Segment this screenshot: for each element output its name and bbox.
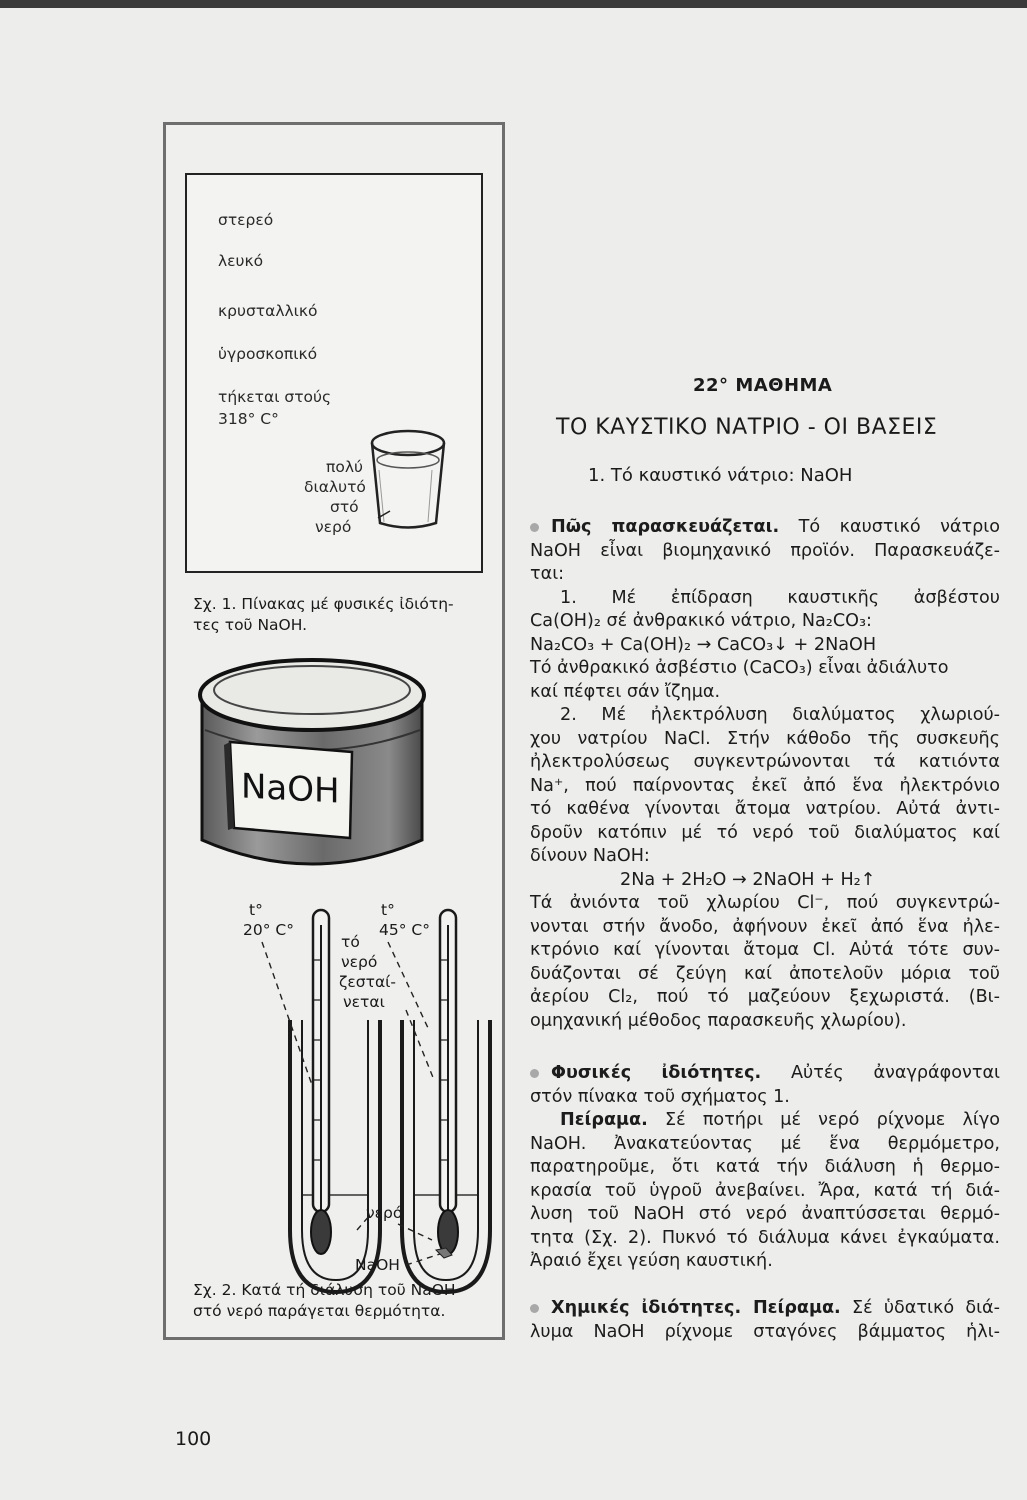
chemical-heading: Χημικές ἰδιότητες. Πείραμα.: [551, 1298, 841, 1318]
property-white: λευκό: [218, 252, 264, 270]
water-warms-2: νερό: [341, 953, 378, 971]
thermometer-left-t: t°: [249, 901, 263, 919]
text-line: κτρόνιο καί γίνονται ἄτομα Cl. Αὐτά τότε συν-: [530, 940, 1000, 960]
fig2-caption-line2: στό νερό παράγεται θερμότητα.: [193, 1302, 446, 1320]
text-line: δυάζονται σέ ζεύγη καί ἀποτελοῦν μόρια τοῦ: [530, 963, 1000, 984]
water-warms-1: τό: [341, 933, 360, 951]
fig1-caption-line2: τες τοῦ NaOH.: [193, 616, 308, 634]
text-line: τητα (Σχ. 2). Πυκνό τό διάλυμα κάνει ἐγκαύματα.: [530, 1227, 1000, 1248]
text-line: καί πέφτει σάν ἴζημα.: [530, 681, 721, 702]
property-solid: στερεό: [218, 211, 274, 229]
text-line: ται:: [530, 564, 565, 584]
preparation-heading: Πῶς παρασκευάζεται.: [551, 517, 780, 537]
text-line: λυση τοῦ NaOH στό νερό ἀναπτύσσεται θερμό-: [530, 1204, 1000, 1224]
physical-properties-section: [530, 1062, 1000, 1274]
bullet-icon: [530, 523, 539, 532]
lesson-title: ΤΟ ΚΑΥΣΤΙΚΟ ΝΑΤΡΙΟ - ΟΙ ΒΑΣΕΙΣ: [556, 415, 938, 440]
property-hygroscopic: ὑγροσκοπικό: [218, 345, 318, 363]
text-line: 2. Μέ ἠλεκτρόλυση διαλύματος χλωριού-: [560, 705, 1000, 725]
thermometer-right-t: t°: [381, 901, 395, 919]
text-line: ἠλεκτρολύσεως συγκεντρώνονται τά κατιόντα: [530, 752, 1000, 772]
jar-label-text: NaOH: [241, 766, 340, 812]
text-line: ομηχανική μέθοδος παρασκευῆς χλωρίου).: [530, 1010, 907, 1031]
thermometer-left-temp: 20° C°: [243, 921, 294, 939]
text-line: NaOH εἶναι βιομηχανικό προϊόν. Παρασκευάζε-: [530, 540, 1000, 561]
thermometer-right-temp: 45° C°: [379, 921, 430, 939]
text-line: κρασία τοῦ ὑγροῦ ἀνεβαίνει. Ἄρα, κατά τή διά-: [530, 1180, 1000, 1201]
property-melting-point: 318° C°: [218, 410, 279, 428]
text-line: τό καθένα γίνονται ἄτομα νατρίου. Αὐτά ἀντι-: [530, 799, 1000, 819]
physical-heading: Φυσικές ἰδιότητες.: [551, 1063, 762, 1083]
text-line: Αὐτές ἀναγράφονται: [761, 1063, 1000, 1083]
preparation-section: [530, 516, 1000, 1033]
text-line: Τό καυστικό νάτριο: [779, 517, 1000, 537]
water-warms-3: ζεσταί-: [339, 973, 397, 991]
text-line: Τό ἀνθρακικό ἀσβέστιο (CaCO₃) εἶναι ἀδιάλυτο: [530, 658, 949, 678]
text-line: νονται στήν ἄνοδο, ἀφήνουν ἐκεῖ ἀπό ἕνα ἠλε-: [530, 916, 1000, 937]
bullet-icon: [530, 1069, 539, 1078]
equation-2: 2Na + 2H₂O → 2NaOH + H₂↑: [620, 869, 876, 890]
text-line: χου νατρίου NaCl. Στήν κάθοδο τῆς συσκευῆς: [530, 728, 1000, 749]
text-line: 1. Μέ ἐπίδραση καυστικῆς ἀσβέστου: [560, 587, 1000, 608]
glass-label-3: στό: [330, 498, 359, 516]
glass-label-4: νερό: [315, 518, 352, 536]
text-line: ἀερίου Cl₂, πού τό μαζεύουν ξεχωριστά. (Βι-: [530, 987, 1000, 1007]
experiment-heading: Πείραμα.: [560, 1110, 648, 1130]
fig2-caption-line1: Σχ. 2. Κατά τή διάλυση τοῦ NaOH: [193, 1281, 456, 1299]
text-line: Ἀραιό ἔχει γεύση καυστική.: [530, 1251, 773, 1271]
section-heading: 1. Τό καυστικό νάτριο: NaOH: [588, 465, 853, 486]
glass-label-2: διαλυτό: [304, 478, 366, 496]
naoh-label: NaOH: [355, 1256, 400, 1274]
glass-label-1: πολύ: [326, 458, 363, 476]
text-line: Na⁺, πού παίρνοντας ἐκεῖ ἀπό ἕνα ἠλεκτρόνιο: [530, 775, 1000, 796]
text-line: δροῦν κατόπιν μέ τό νερό τοῦ διαλύματος καί: [530, 822, 1000, 843]
page-number: 100: [175, 1428, 212, 1450]
text-line: παρατηροῦμε, ὅτι κατά τήν διάλυση ἡ θερμο-: [530, 1157, 1000, 1177]
text-line: Σέ ὑδατικό διά-: [840, 1298, 1000, 1318]
text-line: δίνουν NaOH:: [530, 846, 650, 866]
text-line: Ca(OH)₂ σέ ἀνθρακικό νάτριο, Na₂CO₃:: [530, 611, 872, 631]
text-line: Σέ ποτήρι μέ νερό ρίχνομε λίγο: [647, 1110, 1000, 1130]
fig1-caption-line1: Σχ. 1. Πίνακας μέ φυσικές ἰδιότη-: [193, 595, 454, 613]
water-warms-4: νεται: [343, 993, 385, 1011]
text-line: στόν πίνακα τοῦ σχήματος 1.: [530, 1086, 790, 1107]
water-label: νερό: [366, 1204, 403, 1222]
property-melts-at: τήκεται στούς: [218, 388, 332, 406]
text-line: λυμα NaOH ρίχνομε σταγόνες βάμματος ἡλι-: [530, 1321, 1000, 1342]
property-crystalline: κρυσταλλικό: [218, 302, 318, 320]
equation-1: Na₂CO₃ + Ca(OH)₂ → CaCO₃↓ + 2NaOH: [530, 634, 877, 655]
text-line: NaOH. Ἀνακατεύοντας μέ ἕνα θερμόμετρο,: [530, 1133, 1000, 1154]
chemical-properties-section: [530, 1297, 1000, 1344]
bullet-icon: [530, 1304, 539, 1313]
text-line: Τά ἀνιόντα τοῦ χλωρίου Cl⁻, πού συγκεντρώ-: [530, 893, 1000, 913]
lesson-number: 22° ΜΑΘΗΜΑ: [693, 375, 833, 396]
